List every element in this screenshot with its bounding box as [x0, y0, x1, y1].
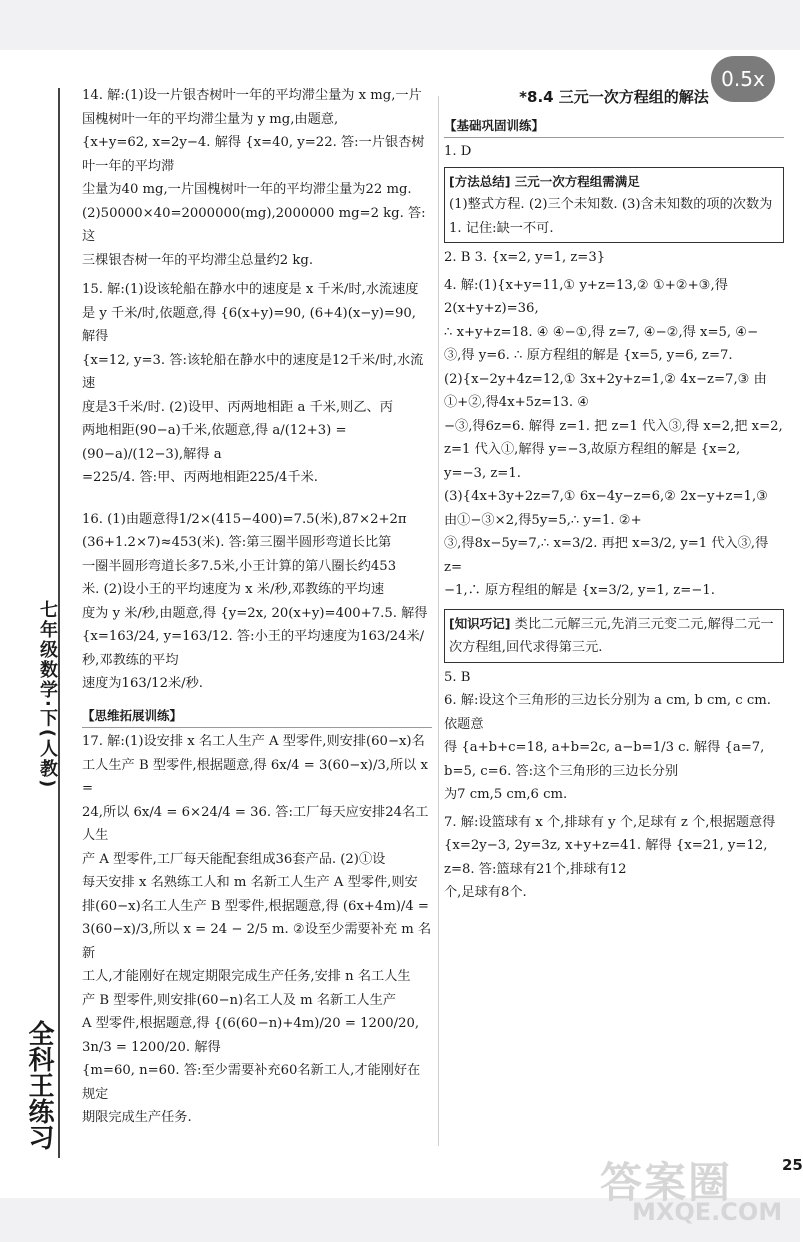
- text-line: 一圈半圆形弯道长多7.5米,小王计算的第八圈长约453: [82, 558, 397, 574]
- text-line: (36+1.2×7)≈453(米). 答:第三圈半圆形弯道长比第: [82, 535, 392, 550]
- text-line: ③,得 y=6. ∴ 原方程组的解是 {x=5, y=6, z=7.: [444, 348, 733, 363]
- text-line: z=1 代入①,解得 y=−3,故原方程组的解是 {x=2, y=−3, z=1.: [444, 442, 741, 481]
- watermark-url: MXQE.COM: [632, 1198, 783, 1226]
- page-number: 25: [782, 1156, 803, 1174]
- text-line: 是 y 千米/时,依题意,得 {6(x+y)=90, (6+4)(x−y)=90, 解得: [82, 305, 416, 344]
- knowledge-tip-box: [444, 609, 784, 663]
- playback-speed-button[interactable]: 0.5x: [711, 56, 775, 102]
- text-line: 度是3千米/时. (2)设甲、丙两地相距 a 千米,则乙、丙: [82, 399, 393, 415]
- answer-6: [444, 689, 784, 807]
- text-line: 16. (1)由题意得1/2×(415−400)=7.5(米),87×2+2π: [82, 511, 407, 527]
- text-line: 尘量为40 mg,一片国槐树叶一年的平均滞尘量为22 mg.: [82, 182, 412, 197]
- text-line: 6. 解:设这个三角形的三边长分别为 a cm, b cm, c cm. 依题意: [444, 693, 771, 732]
- text-line: 米. (2)设小王的平均速度为 x 米/秒,邓教练的平均速: [82, 582, 385, 597]
- method-summary-title: [方法总结] 三元一次方程组需满足: [449, 173, 640, 189]
- text-line: 每天安排 x 名熟练工人和 m 名新工人生产 A 型零件,则安: [82, 875, 418, 890]
- answer-16: [82, 508, 432, 696]
- text-line: 产 B 型零件,则安排(60−n)名工人及 m 名新工人生产: [82, 992, 396, 1008]
- text-line: 产 A 型零件,工厂每天能配套组成36套产品. (2)①设: [82, 851, 386, 867]
- text-line: 个,足球有8个.: [444, 885, 527, 900]
- text-line: (2){x−2y+4z=12,① 3x+2y+z=1,② 4x−z=7,③ 由①+②,得4x+5z=13. ④: [444, 371, 767, 410]
- text-line: {x=12, y=3. 答:该轮船在静水中的速度是12千米/时,水流速: [82, 352, 424, 391]
- text-line: 得 {a+b+c=18, a+b=2c, a−b=1/3 c. 解得 {a=7, b=5, c=6. 答:这个三角形的三边长分别: [444, 740, 765, 779]
- text-line: {x=163/24, y=163/12. 答:小王的平均速度为163/24米/秒,邓教练的平均: [82, 629, 425, 668]
- text-line: =225/4. 答:甲、丙两地相距225/4千米.: [82, 470, 318, 485]
- knowledge-tip-title: [知识巧记]: [449, 615, 511, 631]
- right-column: [444, 84, 784, 905]
- text-line: 工人生产 B 型零件,根据题意,得 6x/4 = 3(60−x)/3,所以 x =: [82, 757, 428, 796]
- text-line: (2)50000×40=2000000(mg),2000000 mg=2 kg. 答:这: [82, 205, 426, 244]
- text-line: 国槐树叶一年的平均滞尘量为 y mg,由题意,: [82, 111, 339, 127]
- brand-logo: 全科王练习: [24, 1020, 54, 1150]
- text-line: {x=2y−3, 2y=3z, x+y+z=41. 解得 {x=21, y=12, z=8. 答:篮球有21个,排球有12: [444, 838, 768, 877]
- answer-14: [82, 84, 432, 272]
- text-line: 4. 解:(1){x+y=11,① y+z=13,② ①+②+③,得2(x+y+z)=36,: [444, 277, 728, 316]
- text-line: 3(60−x)/3,所以 x = 24 − 2/5 m. ②设至少需要补充 m 名新: [82, 922, 432, 961]
- text-line: 15. 解:(1)设该轮船在静水中的速度是 x 千米/时,水流速度: [82, 282, 419, 297]
- section-heading-thinking: 【思维拓展训练】: [82, 704, 432, 729]
- spine-title: 七年级数学·下(人教): [37, 600, 58, 790]
- text-line: 17. 解:(1)设安排 x 名工人生产 A 型零件,则安排(60−x)名: [82, 734, 425, 749]
- section-heading-basic: 【基础巩固训练】: [444, 114, 784, 139]
- text-line: 期限完成生产任务.: [82, 1110, 192, 1125]
- text-line: ③,得8x−5y=7,∴ x=3/2. 再把 x=3/2, y=1 代入③,得 z=: [444, 536, 769, 575]
- text-line: −③,得6z=6. 解得 z=1. 把 z=1 代入③,得 x=2,把 x=2,: [444, 418, 783, 434]
- text-line: {m=60, n=60. 答:至少需要补充60名新工人,才能刚好在规定: [82, 1063, 421, 1102]
- text-line: 为7 cm,5 cm,6 cm.: [444, 787, 568, 802]
- text-line: 14. 解:(1)设一片银杏树叶一年的平均滞尘量为 x mg,一片: [82, 88, 422, 103]
- text-line: 24,所以 6x/4 = 6×24/4 = 36. 答:工厂每天应安排24名工人生: [82, 804, 429, 843]
- text-line: {x+y=62, x=2y−4. 解得 {x=40, y=22. 答:一片银杏树叶一年的平均滞: [82, 135, 425, 174]
- answer-4: [444, 274, 784, 603]
- text-line: −1,∴ 原方程组的解是 {x=3/2, y=1, z=−1.: [444, 583, 715, 598]
- answer-2-3: 2. B 3. {x=2, y=1, z=3}: [444, 250, 606, 265]
- top-band: [0, 0, 800, 50]
- text-line: ∴ x+y+z=18. ④ ④−①,得 z=7, ④−②,得 x=5, ④−: [444, 324, 759, 340]
- method-summary-box: [444, 167, 784, 244]
- text-line: 速度为163/12米/秒.: [82, 676, 203, 691]
- text-line: 度为 y 米/秒,由题意,得 {y=2x, 20(x+y)=400+7.5. 解得: [82, 605, 428, 621]
- text-line: A 型零件,根据题意,得 {(6(60−n)+4m)/20 = 1200/20, 3n/3 = 1200/20. 解得: [82, 1016, 420, 1055]
- answer-7: [444, 811, 784, 905]
- text-line: 三棵银杏树一年的平均滞尘总量约2 kg.: [82, 252, 314, 268]
- text-line: 排(60−x)名工人生产 B 型零件,根据题意,得 (6x+4m)/4 =: [82, 898, 429, 914]
- answer-5: 5. B: [444, 669, 471, 685]
- section-title: *8.4 三元一次方程组的解法: [519, 88, 709, 106]
- text-line: 7. 解:设篮球有 x 个,排球有 y 个,足球有 z 个,根据题意得: [444, 814, 776, 830]
- answer-17: [82, 730, 432, 1130]
- left-column: [82, 84, 432, 1130]
- text-line: 两地相距(90−a)千米,依题意,得 a/(12+3) = (90−a)/(12−3),解得 a: [82, 423, 347, 462]
- knowledge-tip-body: 类比二元解三元,先消三元变二元,解得二元一次方程组,回代求得第三元.: [449, 616, 774, 655]
- column-divider: [438, 96, 439, 1146]
- answer-1: 1. D: [444, 144, 472, 159]
- watermark: 答案圈: [600, 1158, 733, 1207]
- text-line: 工人,才能刚好在规定期限完成生产任务,安排 n 名工人生: [82, 969, 411, 984]
- answer-15: [82, 278, 432, 490]
- method-summary-body: (1)整式方程. (2)三个未知数. (3)含未知数的项的次数为1. 记住:缺一不可.: [449, 197, 773, 236]
- text-line: (3){4x+3y+2z=7,① 6x−4y−z=6,② 2x−y+z=1,③ 由①−③×2,得5y=5,∴ y=1. ②+: [444, 489, 768, 528]
